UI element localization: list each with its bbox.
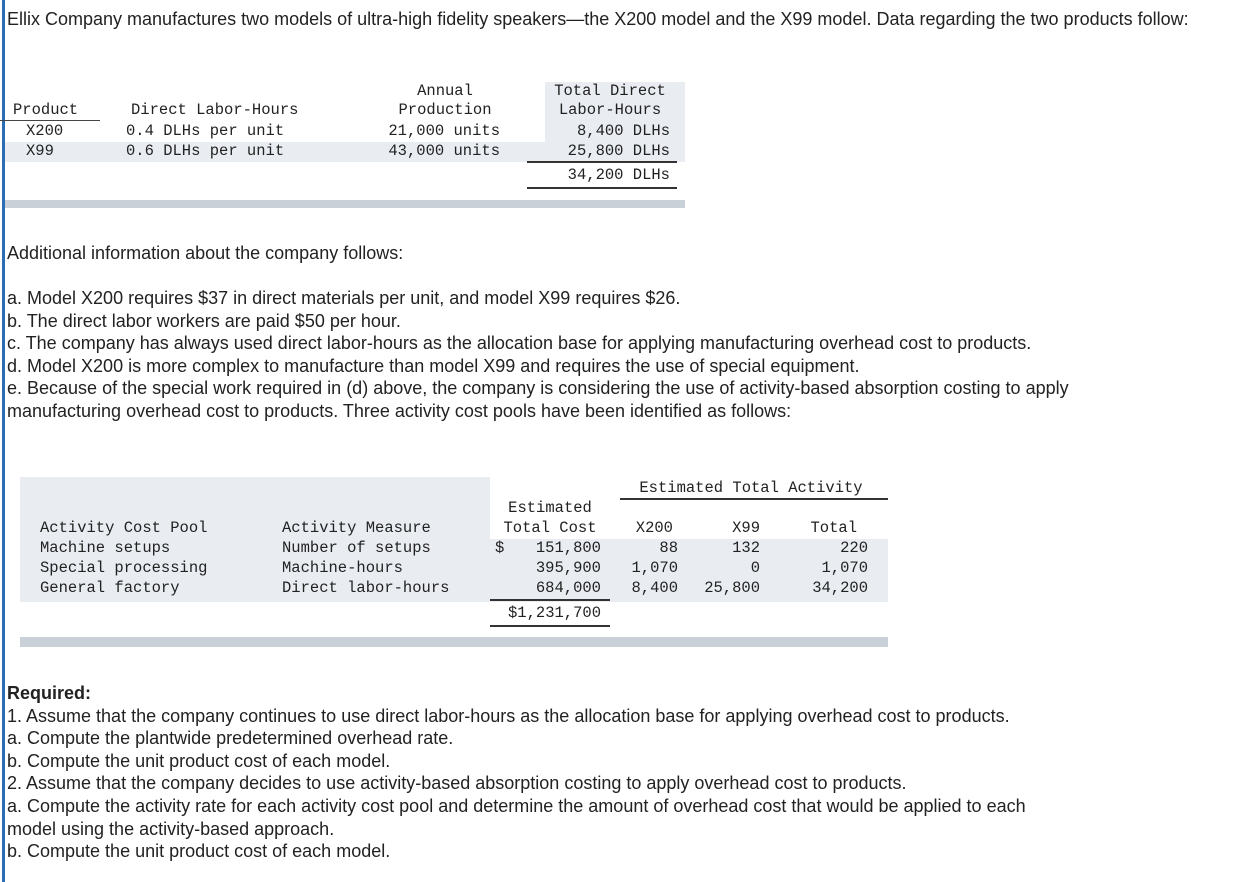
cell-annual: 21,000 units xyxy=(388,122,500,140)
subtotal-rule xyxy=(527,161,677,163)
header-activity-cost-pool: Activity Cost Pool xyxy=(40,519,208,537)
header-product: Product xyxy=(13,101,79,119)
header-annual: Annual xyxy=(417,82,473,100)
cell-dlh: 0.6 DLHs per unit xyxy=(126,142,285,160)
cell-x99: 0 xyxy=(750,559,760,577)
cell-cost: 151,800 xyxy=(535,539,601,557)
cell-total: 34,200 xyxy=(812,579,868,597)
table-footer-white xyxy=(20,602,888,637)
group-header-estimated-total-activity: Estimated Total Activity xyxy=(639,479,863,497)
required-heading: Required: xyxy=(7,683,92,703)
cell-currency: $ xyxy=(495,539,505,557)
header-total: Total xyxy=(810,519,857,537)
cell-x200: 8,400 xyxy=(631,579,678,597)
cell-measure: Direct labor-hours xyxy=(282,579,450,597)
group-header-rule xyxy=(620,498,888,500)
required-line: 1. Assume that the company continues to use direct labor-hours as the allocation base for applying overhead cost to products. xyxy=(7,705,1010,726)
cell-x200: 1,070 xyxy=(631,559,678,577)
cell-product: X99 xyxy=(26,142,54,160)
header-rule xyxy=(0,120,100,121)
table-bottom-bar xyxy=(5,200,685,208)
list-item: c. The company has always used direct labor-hours as the allocation base for applying manufacturing overhead cost to products. xyxy=(7,333,1032,353)
intro-paragraph: Ellix Company manufactures two models of ultra-high fidelity speakers—the X200 model and the X99 model. Data regarding the two products follow: xyxy=(7,9,1189,29)
required-line: b. Compute the unit product cost of each model. xyxy=(7,841,391,862)
required-line: b. Compute the unit product cost of each model. xyxy=(7,750,391,771)
list-item-continuation: manufacturing overhead cost to products. Three activity cost pools have been identified as follows: xyxy=(7,400,792,421)
cell-total: 1,070 xyxy=(821,559,868,577)
cell-cost: 684,000 xyxy=(535,579,601,597)
total-rule xyxy=(490,625,610,627)
required-line: a. Compute the activity rate for each activity cost pool and determine the amount of overhead cost that would be applied to each xyxy=(7,795,1026,816)
additional-info-list xyxy=(7,287,1252,422)
header-labor-hours: Labor-Hours xyxy=(558,101,662,119)
required-line: 2. Assume that the company decides to use activity-based absorption costing to apply overhead cost to products. xyxy=(7,773,907,794)
header-direct-labor-hours: Direct Labor-Hours xyxy=(131,101,299,119)
required-section xyxy=(7,682,1252,863)
header-total-cost: Total Cost xyxy=(503,519,597,537)
cell-measure: Machine-hours xyxy=(282,559,403,577)
list-item: b. The direct labor workers are paid $50 per hour. xyxy=(7,310,401,331)
cell-x99: 25,800 xyxy=(704,579,760,597)
subtotal-rule xyxy=(490,599,610,601)
table-bottom-bar xyxy=(20,637,888,647)
cell-product: X200 xyxy=(26,122,64,140)
header-x99: X99 xyxy=(732,519,760,537)
header-estimated: Estimated xyxy=(508,499,592,517)
list-item: a. Model X200 requires $37 in direct materials per unit, and model X99 requires $26. xyxy=(7,288,681,308)
cell-total: 25,800 DLHs xyxy=(567,142,670,160)
required-line: a. Compute the plantwide predetermined overhead rate. xyxy=(7,728,454,749)
grand-total-dlh: 34,200 DLHs xyxy=(567,166,670,184)
total-rule xyxy=(527,187,677,189)
cell-annual: 43,000 units xyxy=(388,142,500,160)
header-total-direct: Total Direct xyxy=(554,82,666,100)
cell-total: 8,400 DLHs xyxy=(576,122,670,140)
cell-pool: Machine setups xyxy=(40,539,171,557)
cell-x200: 88 xyxy=(659,539,678,557)
grand-total-cost: $1,231,700 xyxy=(507,604,601,622)
required-line: model using the activity-based approach. xyxy=(7,818,335,839)
cell-cost: 395,900 xyxy=(535,559,601,577)
additional-heading: Additional information about the company follows: xyxy=(7,243,404,263)
list-item: d. Model X200 is more complex to manufacture than model X99 and requires the use of special equipment. xyxy=(7,355,860,376)
list-item: e. Because of the special work required in (d) above, the company is considering the use of activity-based absorption costing to apply xyxy=(7,378,1069,398)
cell-pool: Special processing xyxy=(40,559,208,577)
cell-measure: Number of setups xyxy=(282,539,431,557)
header-x200: X200 xyxy=(635,519,673,537)
cell-x99: 132 xyxy=(732,539,760,557)
cell-dlh: 0.4 DLHs per unit xyxy=(126,122,285,140)
cell-pool: General factory xyxy=(40,579,180,597)
cell-total: 220 xyxy=(840,539,868,557)
header-production: Production xyxy=(398,101,492,119)
header-activity-measure: Activity Measure xyxy=(282,519,431,537)
